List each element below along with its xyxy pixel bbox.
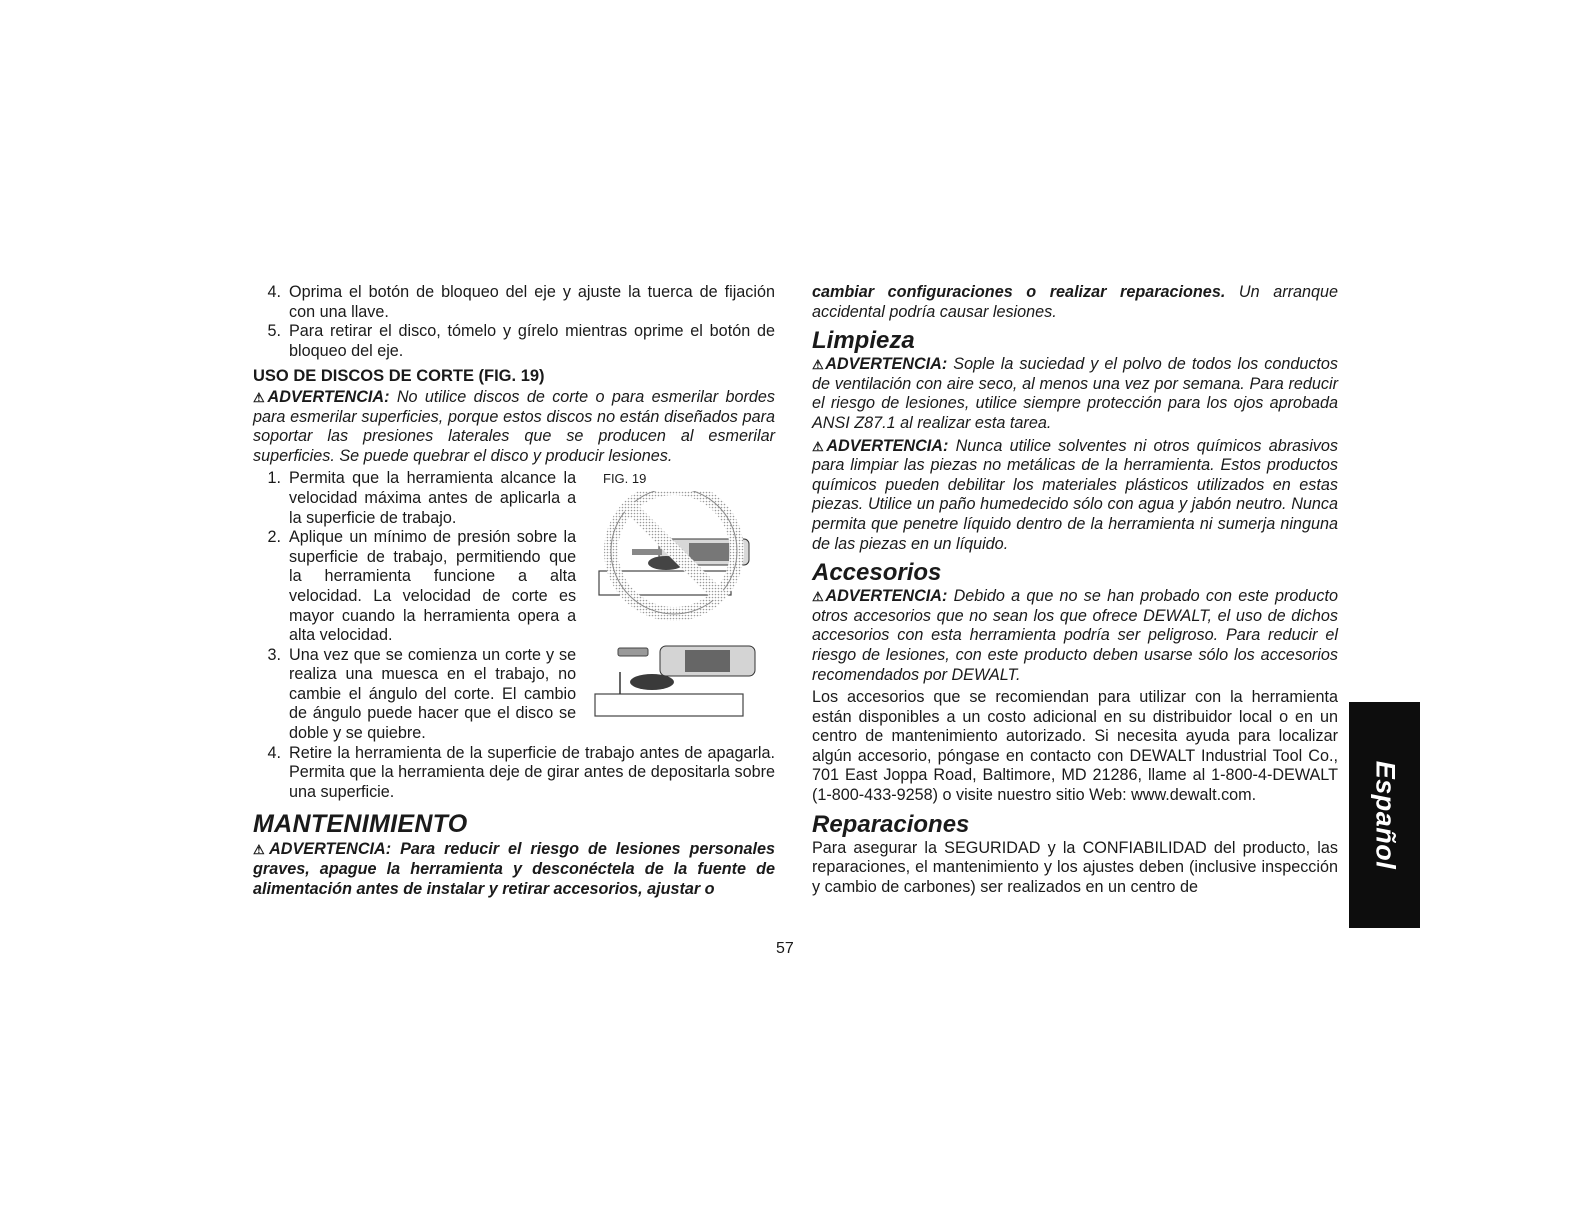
list-item <box>253 528 576 646</box>
list-number: 4. <box>267 743 281 762</box>
list-number: 2. <box>267 528 281 547</box>
warning-label: ADVERTENCIA: <box>826 436 949 455</box>
warning-paragraph <box>812 587 1338 685</box>
warning-paragraph <box>253 388 775 466</box>
warning-text: Nunca utilice solventes ni otros químicos abrasivos para limpiar las piezas no metálicas de la herramienta. Estos productos químicos pueden debilitar los materiales plásticos utilizados en estas piezas. Utilice un paño humedecido sólo con agua y jabón neutro. Nunca permita que penetre líquido dentro de la herramienta ni sumerja ninguna de las piezas en un líquido. <box>812 436 1338 553</box>
language-tab-label: Español <box>1370 760 1400 870</box>
page-number: 57 <box>776 940 794 957</box>
warning-icon: ⚠ <box>812 589 826 605</box>
list-item <box>253 322 775 361</box>
warning-label: ADVERTENCIA: <box>825 355 948 374</box>
list-item <box>253 469 576 528</box>
right-column <box>812 283 1338 900</box>
warning-text: No utilice discos de corte o para esmerilar bordes para esmerilar superficies, porque estos discos no están diseñados para soportar las presiones laterales que se producen al esmerilar superficies. Se puede quebrar el disco y producir lesiones. <box>253 387 775 465</box>
warning-paragraph <box>812 437 1338 555</box>
warning-paragraph <box>253 840 775 899</box>
list-text: Aplique un mínimo de presión sobre la superficie de trabajo, permitiendo que la herramienta funcione a alta velocidad. La velocidad de corte es mayor cuando la herramienta opera a alta velocidad. <box>289 528 577 645</box>
figure-illustrations <box>576 469 775 743</box>
list-text: Permita que la herramienta alcance la velocidad máxima antes de aplicarla a la superficie de trabajo. <box>289 469 577 527</box>
section-heading-reparaciones: Reparaciones <box>812 810 970 838</box>
warning-icon: ⚠ <box>253 842 270 858</box>
list-item <box>253 283 775 322</box>
list-number: 1. <box>267 469 281 488</box>
list-item <box>253 646 576 744</box>
body-paragraph: Para asegurar la SEGURIDAD y la CONFIABILIDAD del producto, las reparaciones, el mantenimiento y los ajustes deben (inclusive inspección y cambio de carbones) ser realizados en un centro de <box>812 838 1338 896</box>
body-paragraph: Los accesorios que se recomiendan para utilizar con la herramienta están disponibles a un costo adicional en su distribuidor local o en un centro de mantenimiento autorizado. Si necesita ayuda para localizar algún accesorio, póngase en contacto con DEWALT Industrial Tool Co., 701 East Joppa Road, Baltimore, MD 21286, llame al 1-800-4-DEWALT (1-800-433-9258) o visite nuestro sitio Web: www.dewalt.com. <box>812 688 1338 805</box>
warning-text: Para reducir el riesgo de lesiones personales graves, apague la herramienta y desconéctela de la fuente de alimentación antes de instalar y retirar accesorios, ajustar o <box>253 840 775 898</box>
list-text: Para retirar el disco, tómelo y gírelo mientras oprime el botón de bloqueo del eje. <box>289 322 775 360</box>
continued-paragraph <box>812 283 1338 322</box>
figure-steps <box>253 469 576 743</box>
left-column <box>253 283 775 902</box>
continued-text: Un arranque accidental podría causar lesiones. <box>812 283 1338 321</box>
list-number: 5. <box>267 322 281 341</box>
list-text: Una vez que se comienza un corte y se realiza una muesca en el trabajo, no cambie el ángulo del corte. El cambio de ángulo puede hacer que el disco se doble y se quiebre. <box>289 645 577 743</box>
list-item <box>253 744 775 803</box>
continued-bold-text: cambiar configuraciones o realizar reparaciones. <box>812 283 1226 301</box>
warning-text: Sople la suciedad y el polvo de todos los conductos de ventilación con aire seco, al menos una vez por semana. Para reducir el riesgo de lesiones, utilice siempre protección para los ojos aprobada ANSI Z87.1 al realizar esta tarea. <box>812 355 1339 432</box>
correct-grinding-illustration <box>590 634 790 734</box>
figure-block <box>253 469 775 743</box>
language-side-tab <box>1349 702 1420 928</box>
list-text: Retire la herramienta de la superficie de trabajo antes de apagarla. Permita que la herramienta deje de girar antes de depositarla sobre una superficie. <box>289 743 775 801</box>
warning-icon: ⚠ <box>812 438 827 454</box>
warning-label: ADVERTENCIA: <box>269 840 392 859</box>
section-heading-mantenimiento: MANTENIMIENTO <box>253 810 468 839</box>
list-text: Oprima el botón de bloqueo del eje y ajuste la tuerca de fijación con una llave. <box>289 283 775 321</box>
warning-label: ADVERTENCIA: <box>825 587 948 606</box>
section-subheading: USO DE DISCOS DE CORTE (FIG. 19) <box>253 367 545 386</box>
section-heading-accesorios: Accesorios <box>812 559 942 587</box>
list-number: 4. <box>267 283 281 301</box>
warning-icon: ⚠ <box>253 389 268 405</box>
warning-text: Debido a que no se han probado con este producto otros accesorios que no sean los que ofrece DEWALT, el uso de dichos accesorios con esta herramienta podría ser peligroso. Para reducir el riesgo de lesiones, con este producto deben usarse sólo los accesorios recomendados por DEWALT. <box>812 587 1339 684</box>
list-number: 3. <box>267 645 281 664</box>
prohibited-grinding-illustration <box>594 491 794 631</box>
warning-label: ADVERTENCIA: <box>267 387 390 406</box>
warning-icon: ⚠ <box>812 357 826 373</box>
figure-label: FIG. 19 <box>603 471 647 487</box>
section-heading-limpieza: Limpieza <box>812 327 915 355</box>
warning-paragraph <box>812 355 1338 433</box>
